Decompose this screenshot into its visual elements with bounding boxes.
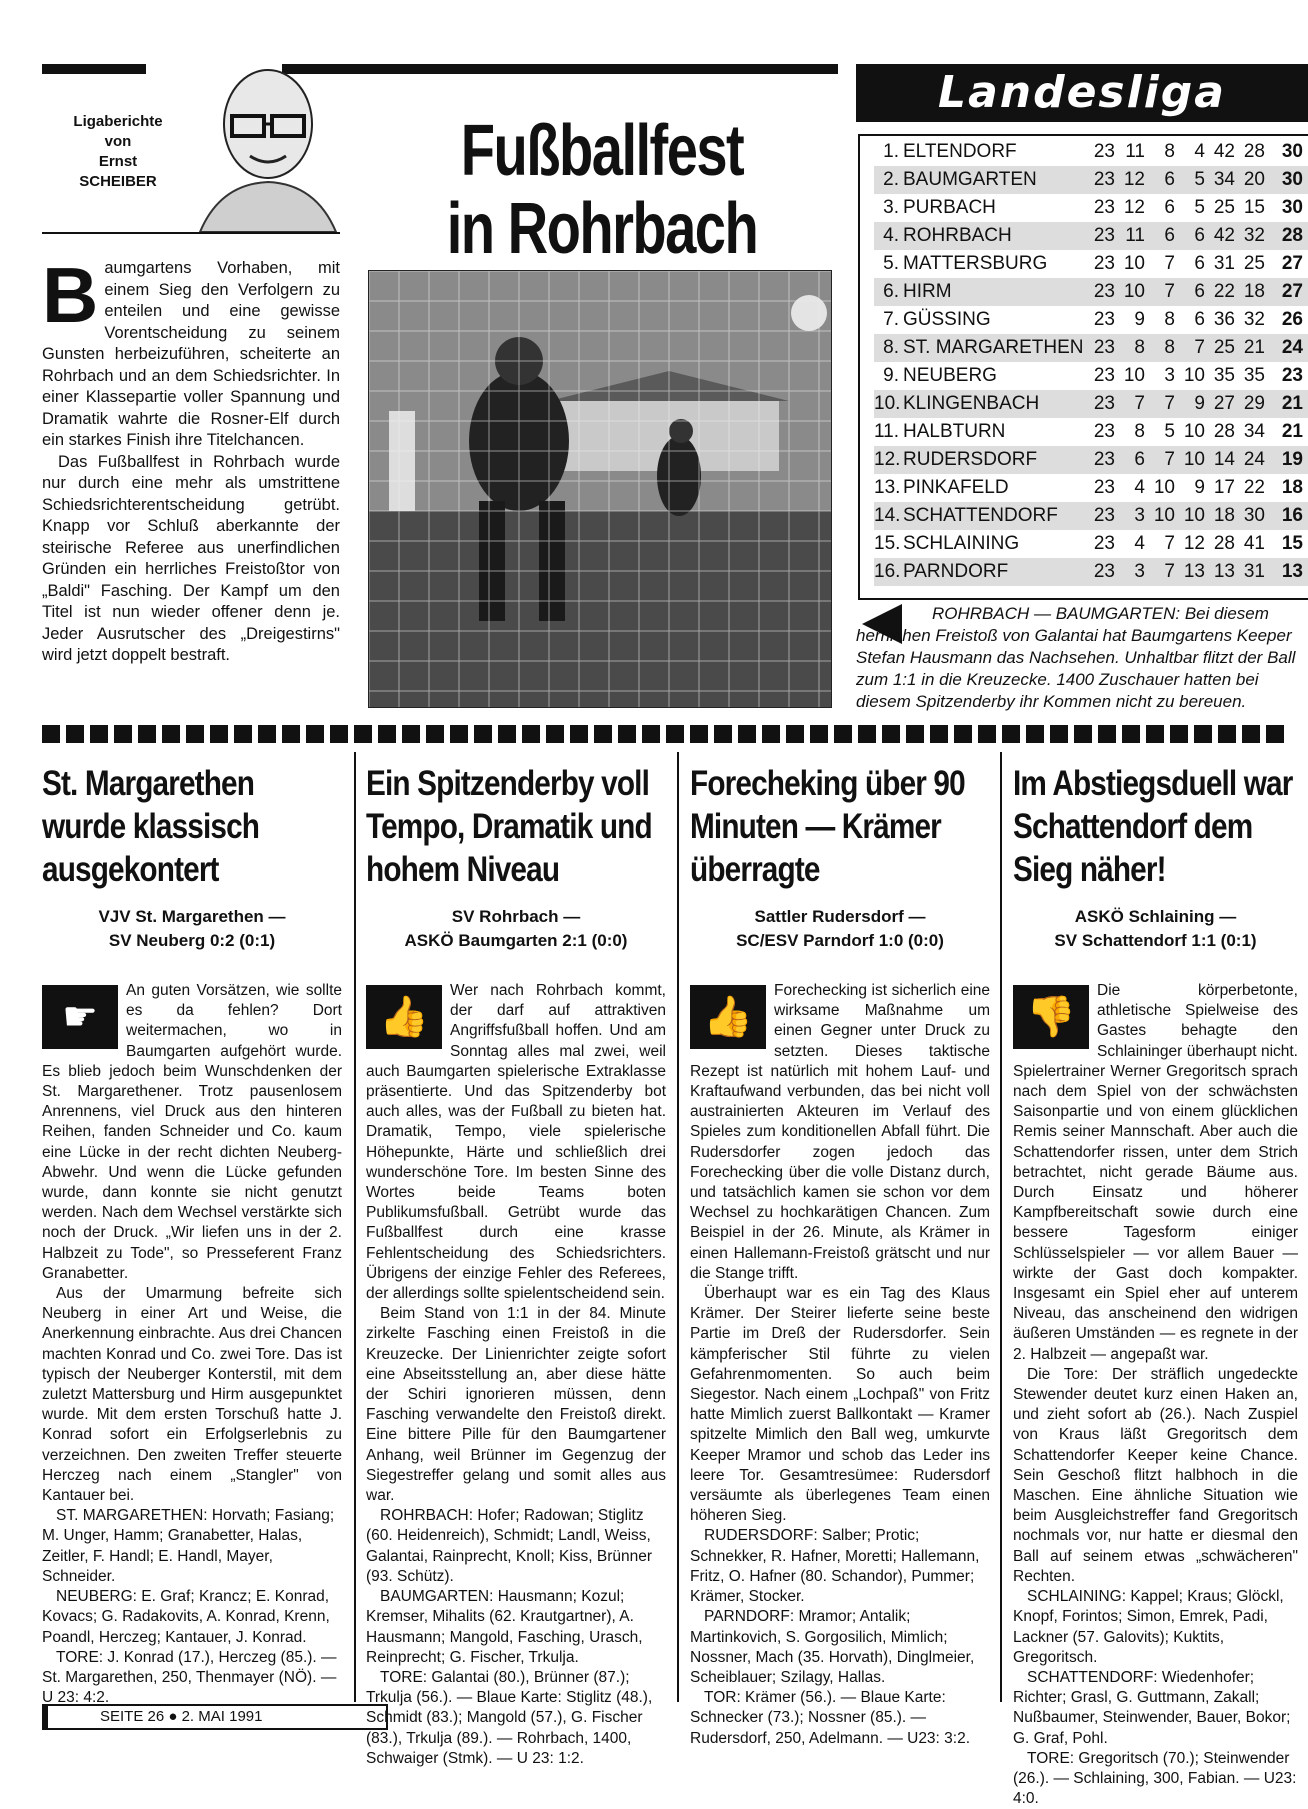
standings-cell-w: 11 xyxy=(1125,225,1145,246)
standings-cell-pts: 21 xyxy=(1281,393,1303,414)
standings-cell-pts: 19 xyxy=(1281,449,1303,470)
standings-cell-d: 6 xyxy=(1164,197,1175,218)
main-headline xyxy=(415,112,789,268)
thumbs-up-icon: 👍 xyxy=(690,985,766,1049)
standings-cell-l: 6 xyxy=(1194,253,1205,274)
divider-square xyxy=(450,725,468,743)
divider-square xyxy=(498,725,516,743)
standings-cell-team: GÜSSING xyxy=(903,309,991,330)
match-photo xyxy=(368,270,832,708)
column-paragraph: Beim Stand von 1:1 in der 84. Minute zirkelte Fasching einen Freistoß in die Kreuzecke. Der Linienrichter zeigte sofort eine Abseitsstellung an, aber diese hätte der Schiri ignorieren müssen, denn Fasching verwandelte den Freistoß direkt. Eine bittere Pille für den Baumgartener Anhang, weil Brünner im Gegenzug der Siegestreffer gelang und somit alles aus war. xyxy=(366,1305,666,1505)
standings-cell-l: 13 xyxy=(1183,561,1205,582)
standings-cell-d: 7 xyxy=(1164,281,1175,302)
standings-cell-ga: 31 xyxy=(1243,561,1265,582)
byline-line: von xyxy=(104,133,132,150)
section-divider xyxy=(42,725,1308,743)
standings-cell-gf: 31 xyxy=(1213,253,1235,274)
divider-square xyxy=(1026,725,1044,743)
standings-row xyxy=(874,446,1308,474)
standings-table xyxy=(858,134,1308,600)
standings-cell-gf: 25 xyxy=(1213,197,1235,218)
standings-cell-w: 10 xyxy=(1123,253,1145,274)
divider-square xyxy=(1074,725,1092,743)
standings-cell-pts: 15 xyxy=(1281,533,1303,554)
standings-cell-pos: 4. xyxy=(883,225,899,246)
standings-cell-pts: 30 xyxy=(1281,141,1303,162)
lineup-away: NEUBERG: E. Graf; Krancz; E. Konrad, Kovacs; G. Radakovits, A. Konrad, Krenn, Poandl, Herczeg; Kantauer, J. Konrad. xyxy=(42,1588,330,1646)
column-paragraph: Die Tore: Der sträflich ungedeckte Stewender deutet kurz einen Haken an, und zieht sofort ab (26.). Nach Zuspiel von Kraus läßt Gregoritsch dem Schattendorfer Keeper keine Chance. Sein Geschoß flitzt halbhoch in die Maschen. Eine ähnliche Situation wie beim Ausgleichstreffer fand Gregoritsch nochmals vor, nur hatte er diesmal den Ball auf seinem etwas „schwächeren" Rechten. xyxy=(1013,1365,1298,1585)
standings-row xyxy=(874,474,1308,502)
standings-cell-d: 8 xyxy=(1164,141,1175,162)
standings-cell-pos: 2. xyxy=(883,169,899,190)
match-line-1: SV Rohrbach — xyxy=(451,907,581,926)
standings-cell-team: HIRM xyxy=(903,281,952,302)
thumbs-down-icon: 👎 xyxy=(1013,985,1089,1049)
standings-cell-w: 11 xyxy=(1125,141,1145,162)
standings-cell-pts: 18 xyxy=(1281,477,1303,498)
standings-cell-d: 7 xyxy=(1164,561,1175,582)
standings-cell-l: 10 xyxy=(1183,365,1205,386)
standings-cell-gp: 23 xyxy=(1093,225,1115,246)
divider-square xyxy=(882,725,900,743)
divider-square xyxy=(594,725,612,743)
divider-square xyxy=(1266,725,1284,743)
standings-cell-d: 8 xyxy=(1164,337,1175,358)
standings-cell-gf: 25 xyxy=(1213,337,1235,358)
divider-square xyxy=(786,725,804,743)
standings-cell-d: 10 xyxy=(1153,505,1175,526)
standings-cell-d: 6 xyxy=(1164,169,1175,190)
standings-cell-gp: 23 xyxy=(1093,561,1115,582)
divider-square xyxy=(858,725,876,743)
divider-square xyxy=(306,725,324,743)
divider-square xyxy=(426,725,444,743)
standings-row xyxy=(874,362,1308,390)
standings-cell-w: 12 xyxy=(1123,197,1145,218)
standings-cell-l: 10 xyxy=(1183,421,1205,442)
standings-cell-pos: 11. xyxy=(874,421,900,442)
standings-cell-ga: 18 xyxy=(1243,281,1265,302)
standings-row xyxy=(874,390,1308,418)
standings-cell-w: 12 xyxy=(1123,169,1145,190)
goals-summary: TORE: Gregoritsch (70.); Steinwender (26.). — Schlaining, 300, Fabian. — U23: 4:0. xyxy=(1013,1749,1297,1808)
lead-paragraph-1: aumgartens Vorhaben, mit einem Sieg den Verfolgern zu enteilen und eine gewisse Vorentscheidung zu seinem Gunsten herbeizuführen, scheiterte an Rohrbach und an dem Schiedsrichter. In einer Klassepartie voller Spannung und Dramatik wahrte die Rosner-Elf durch ein starkes Finish ihre Titelchancen. xyxy=(42,259,340,449)
column-headline: St. Margarethen wurde klassisch ausgekontert xyxy=(42,764,260,889)
byline-line: Ligaberichte xyxy=(73,113,163,130)
standings-cell-gp: 23 xyxy=(1093,253,1115,274)
column-body xyxy=(690,981,990,1749)
divider-square xyxy=(186,725,204,743)
lineup-home: RUDERSDORF: Salber; Protic; Schnekker, R. Hafner, Moretti; Hallemann, Fritz, O. Hafner (80. Schandor), Pummer; Krämer, Stocker. xyxy=(690,1527,980,1606)
report-column xyxy=(690,762,990,1749)
standings-cell-gp: 23 xyxy=(1093,309,1115,330)
standings-cell-pos: 10. xyxy=(874,393,901,414)
standings-cell-pts: 23 xyxy=(1281,365,1303,386)
standings-cell-pos: 16. xyxy=(874,561,901,582)
standings-cell-pts: 30 xyxy=(1281,197,1303,218)
standings-cell-gp: 23 xyxy=(1093,169,1115,190)
byline-text xyxy=(68,112,168,192)
standings-cell-gf: 27 xyxy=(1213,393,1235,414)
standings-cell-pts: 24 xyxy=(1281,337,1303,358)
standings-cell-pts: 16 xyxy=(1281,505,1303,526)
match-line-2: SV Neuberg 0:2 (0:1) xyxy=(108,931,276,950)
divider-square xyxy=(1050,725,1068,743)
standings-cell-gp: 23 xyxy=(1093,477,1115,498)
standings-cell-gp: 23 xyxy=(1093,337,1115,358)
standings-cell-l: 9 xyxy=(1194,477,1205,498)
divider-square xyxy=(378,725,396,743)
divider-square xyxy=(1002,725,1020,743)
standings-cell-team: NEUBERG xyxy=(903,365,997,386)
standings-cell-gf: 14 xyxy=(1213,449,1235,470)
standings-cell-l: 4 xyxy=(1194,141,1205,162)
lead-article xyxy=(42,251,340,667)
top-rule-left xyxy=(42,64,146,74)
match-line-2: ASKÖ Baumgarten 2:1 (0:0) xyxy=(404,931,628,950)
standings-cell-d: 8 xyxy=(1164,309,1175,330)
column-paragraph: Aus der Umarmung befreite sich Neuberg in einer Art und Weise, die Anerkennung einbrachte. Aus drei Chancen machten Konrad und Co. zwei Tore. Das ist typisch der Neuberger Konterstil, mit dem zuletzt Mattersburg und Hirm ausgepunktet wurde. Mit dem ersten Torschuß hatte J. Konrad sofort ein Erfolgserlebnis zu verzeichnen. Den zweiten Treffer steuerte Herczeg nach einem „Stangler" von Kantauer bei. xyxy=(42,1285,342,1505)
standings-cell-w: 9 xyxy=(1134,309,1145,330)
standings-cell-ga: 24 xyxy=(1243,449,1265,470)
divider-square xyxy=(1170,725,1188,743)
divider-square xyxy=(618,725,636,743)
standings-cell-l: 10 xyxy=(1183,505,1205,526)
standings-title: Landesliga xyxy=(856,64,1308,122)
divider-square xyxy=(1194,725,1212,743)
standings-cell-gp: 23 xyxy=(1093,533,1115,554)
standings-cell-gp: 23 xyxy=(1093,421,1115,442)
standings-cell-pos: 13. xyxy=(874,477,901,498)
divider-square xyxy=(1098,725,1116,743)
divider-square xyxy=(474,725,492,743)
standings-cell-team: ST. MARGARETHEN xyxy=(903,337,1084,358)
column-paragraph: Wer nach Rohrbach kommt, der darf auf attraktiven Angriffsfußball hoffen. Und am Sonntag alles mal zwei, weil auch Baumgarten spielerische Extraklasse präsentierte. Und das Spitzenderby bot auch alles, was der Fußball zu bieten hat. Dramatik, Tempo, viele spielerische Höhepunkte, Härte und schließlich drei wunderschöne Tore. Im besten Sinne des Wortes beide Teams boten Publikumsfußball. Getrübt wurde das Fußballfest durch eine krasse Fehlentscheidung des Schiedsrichters. Übrigens der einzige Fehler des Referees, der allerdings sollte spielentscheidend sein. xyxy=(366,982,666,1303)
lead-paragraph-2: Das Fußballfest in Rohrbach wurde nur durch eine mehr als umstrittene Schiedsrichterentscheidung getrübt. Knapp vor Schluß aberkannte der steirische Referee aus unerfindlichen Gründen ein herrliches Freistoßtor von „Baldi" Fasching. Der Kampf um den Titel ist nun wieder offener denn je. Jeder Ausrutscher des „Dreigestirns" wird jetzt doppelt bestraft. xyxy=(42,452,340,664)
standings-cell-ga: 15 xyxy=(1243,197,1265,218)
standings-cell-ga: 41 xyxy=(1243,533,1265,554)
standings-cell-ga: 22 xyxy=(1243,477,1265,498)
standings-cell-team: PARNDORF xyxy=(903,561,1009,582)
standings-cell-team: ROHRBACH xyxy=(903,225,1012,246)
standings-row xyxy=(874,306,1308,334)
thumbs-up-icon: 👍 xyxy=(366,985,442,1049)
standings-cell-d: 5 xyxy=(1164,421,1175,442)
divider-square xyxy=(90,725,108,743)
lineup-home: SCHLAINING: Kappel; Kraus; Glöckl, Knopf, Forintos; Simon, Emrek, Padi, Lackner (57. Galovits); Kuktits, Gregoritsch. xyxy=(1013,1588,1284,1666)
standings-cell-w: 10 xyxy=(1123,365,1145,386)
goals-summary: TOR: Krämer (56.). — Blaue Karte: Schnecker (73.); Nossner (85.). — Rudersdorf, 250, Adelmann. — U23: 3:2. xyxy=(690,1689,971,1747)
column-headline: Im Abstiegsduell war Schattendorf dem Sieg näher! xyxy=(1013,764,1293,889)
standings-cell-ga: 29 xyxy=(1243,393,1265,414)
standings-cell-pos: 8. xyxy=(883,337,899,358)
column-paragraph: Überhaupt war es ein Tag des Klaus Krämer. Der Steirer lieferte seine beste Partie im Dreß der Rudersdorfer. Sein kämpferischer Stil führte zu vielen Gefahrenmomenten. So auch beim Siegestor. Nach einem „Lochpaß" von Fritz hatte Mimlich zuerst Ballkontakt — Kramer spitzelte Mimlich den Ball weg, umkurvte Keeper Mramor und schob das Leder ins leere Tor. Gesamtresümee: Rudersdorf versäumte als überlegenes Team einen höheren Sieg. xyxy=(690,1285,990,1525)
standings-cell-ga: 35 xyxy=(1243,365,1265,386)
standings-cell-l: 5 xyxy=(1194,197,1205,218)
standings-cell-pos: 7. xyxy=(883,309,899,330)
standings-cell-d: 7 xyxy=(1164,449,1175,470)
standings-cell-team: PINKAFELD xyxy=(903,477,1009,498)
standings-cell-gf: 28 xyxy=(1213,421,1235,442)
standings-cell-team: SCHLAINING xyxy=(903,533,1020,554)
divider-square xyxy=(810,725,828,743)
standings-cell-l: 6 xyxy=(1194,225,1205,246)
page-footer: SEITE 26 ● 2. MAI 1991 xyxy=(42,1704,388,1730)
standings-cell-gf: 28 xyxy=(1213,533,1235,554)
standings-cell-w: 3 xyxy=(1134,561,1145,582)
standings-cell-ga: 32 xyxy=(1243,309,1265,330)
report-column xyxy=(1013,762,1298,1809)
divider-square xyxy=(402,725,420,743)
divider-square xyxy=(354,725,372,743)
standings-row xyxy=(874,166,1308,194)
standings-cell-d: 7 xyxy=(1164,533,1175,554)
standings-cell-gf: 18 xyxy=(1213,505,1235,526)
standings-cell-w: 4 xyxy=(1134,533,1145,554)
standings-cell-pts: 28 xyxy=(1281,225,1303,246)
divider-square xyxy=(114,725,132,743)
divider-square xyxy=(282,725,300,743)
standings-cell-gf: 17 xyxy=(1213,477,1235,498)
divider-square xyxy=(330,725,348,743)
match-line-1: Sattler Rudersdorf — xyxy=(754,907,926,926)
column-paragraph: Forechecking ist sicherlich eine wirksame Maßnahme um einen Gegner unter Druck zu setzten. Dieses taktische Rezept ist natürlich mit hohem Lauf- und Kraftaufwand verbunden, das bei nicht voll austrainierten Akteuren im Verlauf des Spieles zum konditionellen Abfall führt. Die Rudersdorfer zogen jedoch das Forechecking über die volle Distanz durch, und tatsächlich kamen sie schon vor dem Wechsel zu hochkarätigen Chancen. Zum Beispiel in der 26. Minute, als Krämer in einen Hallemann-Freistoß grätscht und nur die Stange trifft. xyxy=(690,982,990,1282)
column-body xyxy=(1013,981,1298,1809)
lineup-home: ROHRBACH: Hofer; Radowan; Stiglitz (60. Heidenreich), Schmidt; Landl, Weiss, Galantai, Rainprecht, Knoll; Kiss, Brünner (93. Schütz). xyxy=(366,1507,653,1585)
report-column xyxy=(42,762,342,1708)
column-body xyxy=(366,981,666,1769)
standings-cell-team: HALBTURN xyxy=(903,421,1006,442)
divider-square xyxy=(762,725,780,743)
standings-cell-team: PURBACH xyxy=(903,197,996,218)
divider-square xyxy=(66,725,84,743)
standings-cell-gf: 34 xyxy=(1213,169,1235,190)
standings-cell-d: 6 xyxy=(1164,225,1175,246)
standings-cell-d: 7 xyxy=(1164,253,1175,274)
divider-square xyxy=(210,725,228,743)
standings-cell-gf: 35 xyxy=(1213,365,1235,386)
divider-square xyxy=(234,725,252,743)
standings-cell-gp: 23 xyxy=(1093,505,1115,526)
standings-row xyxy=(874,278,1308,306)
column-divider xyxy=(677,752,679,1702)
column-paragraph: Die körperbetonte, athletische Spielweise des Gastes behagte den Schlaininger überhaupt nicht. Spielertrainer Werner Gregoritsch sprach nach dem Spiel von der schwächsten Saisonpartie und von einem glücklichen Remis seiner Mannschaft. Aber auch die Schattendorfer rissen, unter dem Strich betrachtet, nicht gerade Bäume aus. Durch Einsatz und höherer Kampfbereitschaft sowie durch eine bessere Tagesform einiger Schlüsselspieler — vor allem Bauer — wirkte der Gast doch kompakter. Insgesamt ein Spiel eher auf unterem Niveau, das anscheinend den widrigen äußeren Umständen — es regnete in der 2. Halbzeit — angepaßt war. xyxy=(1013,982,1298,1363)
standings-cell-w: 8 xyxy=(1134,421,1145,442)
standings-row xyxy=(874,530,1308,558)
standings-cell-team: MATTERSBURG xyxy=(903,253,1048,274)
column-body xyxy=(42,981,342,1708)
match-line-2: SV Schattendorf 1:1 (0:1) xyxy=(1054,931,1257,950)
standings-cell-l: 7 xyxy=(1194,337,1205,358)
standings-cell-gp: 23 xyxy=(1093,365,1115,386)
standings-cell-d: 7 xyxy=(1164,393,1175,414)
divider-square xyxy=(978,725,996,743)
divider-square xyxy=(642,725,660,743)
standings-cell-gf: 13 xyxy=(1213,561,1235,582)
standings-cell-ga: 20 xyxy=(1243,169,1265,190)
standings-cell-w: 6 xyxy=(1134,449,1145,470)
standings-cell-ga: 21 xyxy=(1243,337,1265,358)
divider-square xyxy=(954,725,972,743)
goals-summary: TORE: Galantai (80.), Brünner (87.); Trkulja (56.). — Blaue Karte: Stiglitz (48.), Schmidt (83.); Mangold (57.), G. Fischer (83.), Trkulja (89.). — Rohrbach, 1400, Schwaiger (Stmk). — U 23: 1:2. xyxy=(366,1668,653,1767)
standings-cell-team: KLINGENBACH xyxy=(903,393,1040,414)
standings-cell-d: 10 xyxy=(1153,477,1175,498)
divider-square xyxy=(1218,725,1236,743)
divider-square xyxy=(834,725,852,743)
standings-cell-d: 3 xyxy=(1164,365,1175,386)
divider-square xyxy=(42,725,60,743)
standings-row xyxy=(874,558,1308,586)
standings-cell-ga: 32 xyxy=(1243,225,1265,246)
divider-square xyxy=(666,725,684,743)
divider-square xyxy=(522,725,540,743)
divider-square xyxy=(930,725,948,743)
goals-summary: TORE: J. Konrad (17.), Herczeg (85.). — St. Margarethen, 250, Thenmayer (NÖ). — U 23: 4:2. xyxy=(42,1648,337,1707)
top-rule-right xyxy=(282,64,838,74)
standings-cell-pos: 14. xyxy=(874,505,901,526)
standings-cell-pos: 6. xyxy=(883,281,899,302)
divider-square xyxy=(570,725,588,743)
standings-cell-ga: 28 xyxy=(1243,141,1265,162)
standings-cell-gp: 23 xyxy=(1093,141,1115,162)
standings-cell-team: RUDERSDORF xyxy=(903,449,1038,470)
standings-cell-gf: 22 xyxy=(1213,281,1235,302)
standings-cell-pts: 30 xyxy=(1281,169,1303,190)
standings-row xyxy=(874,250,1308,278)
standings-cell-pos: 9. xyxy=(883,365,899,386)
photo-caption: ROHRBACH — BAUMGARTEN: Bei diesem herrlichen Freistoß von Galantai hat Baumgartens Keeper Stefan Hausmann das Nachsehen. Unhaltbar flitzt der Ball zum 1:1 in die Kreuzecke. 1400 Zuschauer hatten bei diesem Spitzenderby ihr Kommen nicht zu bereuen. xyxy=(856,604,1296,711)
headline-line-1: Fußballfest xyxy=(460,111,744,191)
standings-cell-w: 8 xyxy=(1134,337,1145,358)
divider-square xyxy=(258,725,276,743)
standings-row xyxy=(874,194,1308,222)
standings-cell-gp: 23 xyxy=(1093,197,1115,218)
standings-cell-gf: 42 xyxy=(1213,225,1235,246)
standings-cell-pts: 27 xyxy=(1281,253,1303,274)
author-portrait xyxy=(190,64,340,232)
byline-line: SCHEIBER xyxy=(79,173,157,190)
standings-cell-team: ELTENDORF xyxy=(903,141,1017,162)
divider-square xyxy=(546,725,564,743)
lineup-home: ST. MARGARETHEN: Horvath; Fasiang; M. Unger, Hamm; Granabetter, Halas, Zeitler, F. Handl; E. Handl, Mayer, Schneider. xyxy=(42,1507,335,1585)
column-divider xyxy=(354,752,356,1702)
standings-cell-team: BAUMGARTEN xyxy=(903,169,1037,190)
standings-cell-w: 7 xyxy=(1134,393,1145,414)
divider-square xyxy=(162,725,180,743)
standings-cell-ga: 34 xyxy=(1243,421,1265,442)
dropcap: B xyxy=(42,251,99,339)
standings-cell-gp: 23 xyxy=(1093,393,1115,414)
column-paragraph: An guten Vorsätzen, wie sollte es da fehlen? Dort weitermachen, wo in Baumgarten aufgehört wurde. Es blieb jedoch beim Wunschdenken der St. Margarethener. Trotz pausenlosem Anrennens, viel Druck aus den hinteren Reihen, fanden Schneider und Co. kaum eine Lücke in der recht dichten Neuberg-Abwehr. Und wenn die Lücke gefunden wurde, dann konnte sie nicht genutzt werden. Nach dem Wechsel verstärkte sich noch der Druck. „Wir liefen uns in der 2. Halbzeit zu Tode", so Presseferent Franz Granabetter. xyxy=(42,982,342,1282)
standings-cell-l: 5 xyxy=(1194,169,1205,190)
byline-box xyxy=(42,74,340,234)
standings-cell-pts: 27 xyxy=(1281,281,1303,302)
standings-cell-pos: 1. xyxy=(883,141,899,162)
standings-row xyxy=(874,138,1308,166)
standings-cell-w: 10 xyxy=(1123,281,1145,302)
standings-row xyxy=(874,502,1308,530)
lineup-away: BAUMGARTEN: Hausmann; Kozul; Kremser, Mihalits (62. Krautgartner), A. Hausmann; Mangold, Fasching, Urasch, Reinprecht; G. Fischer, Trkulja. xyxy=(366,1588,643,1666)
divider-square xyxy=(1146,725,1164,743)
standings-cell-w: 4 xyxy=(1134,477,1145,498)
lineup-away: SCHATTENDORF: Wiedenhofer; Richter; Grasl, G. Guttmann, Zakall; Nußbaumer, Steinwender, Bauer, Bokor; G. Graf, Pohl. xyxy=(1013,1668,1291,1747)
standings-cell-pts: 21 xyxy=(1281,421,1303,442)
standings-cell-w: 3 xyxy=(1134,505,1145,526)
divider-square xyxy=(138,725,156,743)
lineup-away: PARNDORF: Mramor; Antalik; Martinkovich, S. Gorgosilich, Mimlich; Nossner, Mach (35. Horvath), Dinglmeier, Scheiblauer; Szilagy, Hallas. xyxy=(690,1608,975,1686)
match-line-2: SC/ESV Parndorf 1:0 (0:0) xyxy=(736,931,944,950)
column-headline: Ein Spitzenderby voll Tempo, Dramatik und hohem Niveau xyxy=(366,764,652,889)
standings-cell-pos: 12. xyxy=(874,449,901,470)
standings-cell-gf: 36 xyxy=(1213,309,1235,330)
divider-square xyxy=(690,725,708,743)
divider-square xyxy=(714,725,732,743)
standings-cell-pos: 3. xyxy=(883,197,899,218)
divider-square xyxy=(906,725,924,743)
standings-cell-l: 12 xyxy=(1183,533,1205,554)
standings-cell-pos: 5. xyxy=(883,253,899,274)
standings-cell-team: SCHATTENDORF xyxy=(903,505,1058,526)
divider-square xyxy=(1242,725,1260,743)
standings-cell-ga: 25 xyxy=(1243,253,1265,274)
divider-square xyxy=(738,725,756,743)
match-line-1: VJV St. Margarethen — xyxy=(98,907,286,926)
standings-cell-l: 6 xyxy=(1194,309,1205,330)
standings-cell-pos: 15. xyxy=(874,533,901,554)
column-divider xyxy=(1000,752,1002,1702)
byline-line: Ernst xyxy=(98,153,138,170)
divider-square xyxy=(1122,725,1140,743)
standings-cell-l: 10 xyxy=(1183,449,1205,470)
standings-cell-gp: 23 xyxy=(1093,281,1115,302)
standings-row xyxy=(874,418,1308,446)
column-headline: Forecheking über 90 Minuten — Krämer überragte xyxy=(690,764,965,889)
report-column xyxy=(366,762,666,1769)
match-line-1: ASKÖ Schlaining — xyxy=(1074,907,1237,926)
standings-cell-l: 9 xyxy=(1194,393,1205,414)
pointing-hand-icon: ☛ xyxy=(42,985,118,1049)
standings-cell-gf: 42 xyxy=(1213,141,1235,162)
headline-line-2: in Rohrbach xyxy=(446,189,758,269)
standings-cell-ga: 30 xyxy=(1243,505,1265,526)
standings-cell-l: 6 xyxy=(1194,281,1205,302)
standings-cell-pts: 13 xyxy=(1281,561,1303,582)
standings-row xyxy=(874,222,1308,250)
standings-cell-gp: 23 xyxy=(1093,449,1115,470)
standings-row xyxy=(874,334,1308,362)
standings-cell-pts: 26 xyxy=(1281,309,1303,330)
